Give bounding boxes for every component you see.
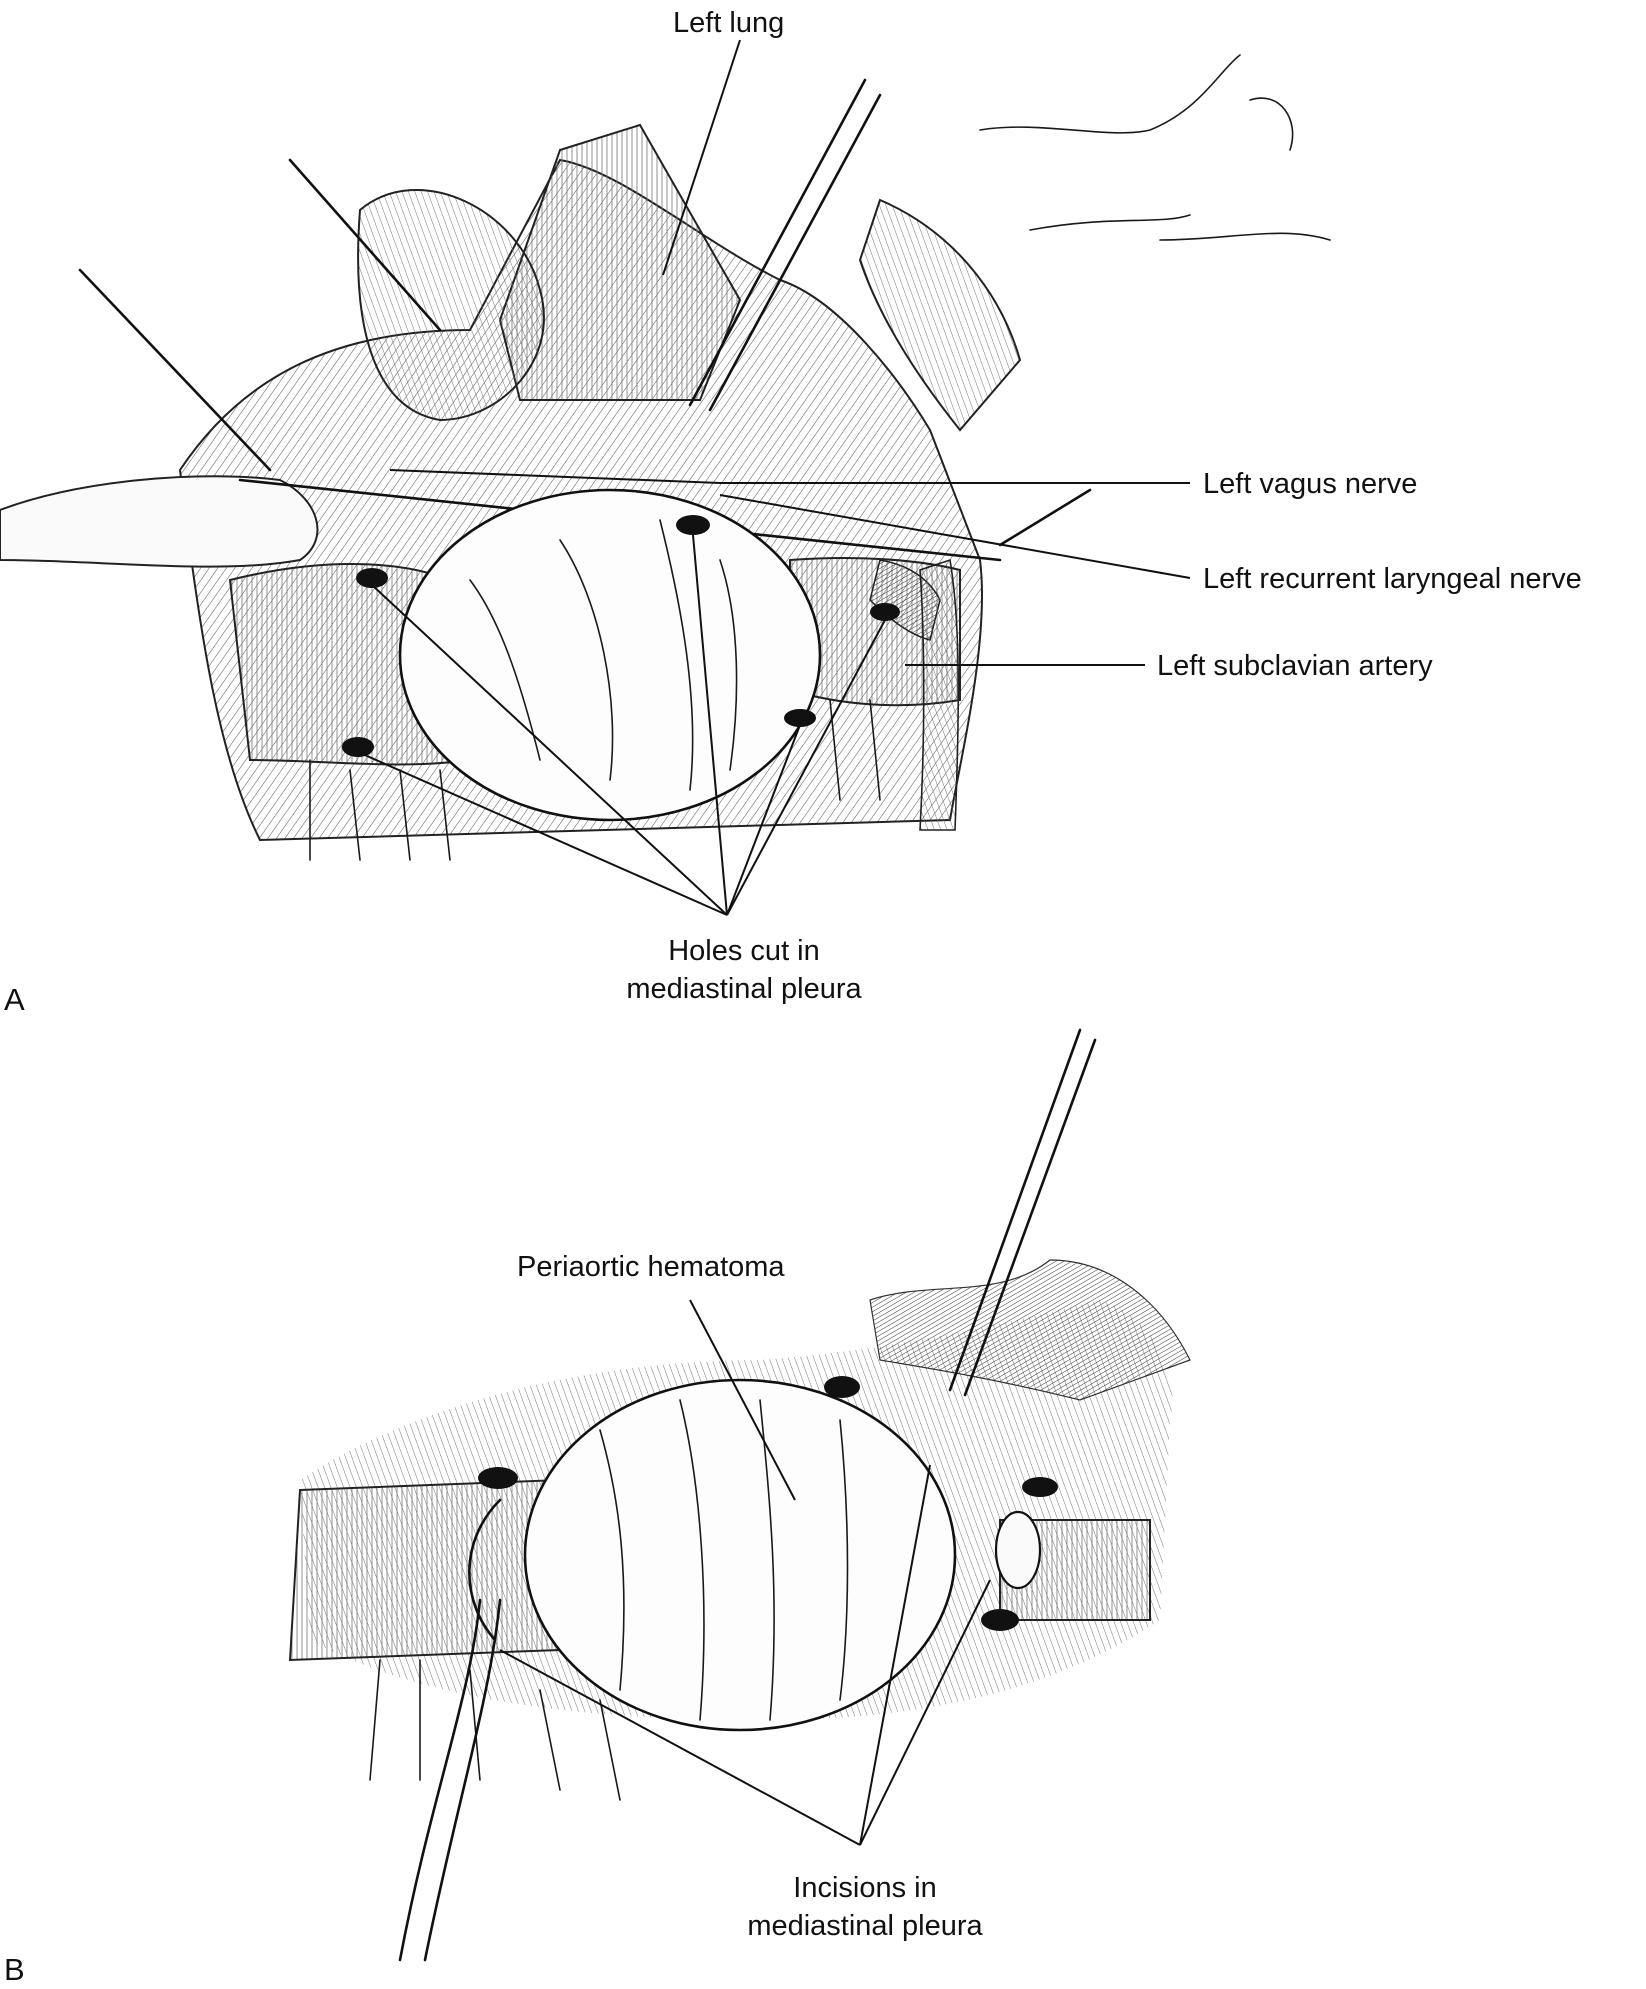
label-holes-line2: mediastinal pleura bbox=[626, 973, 862, 1005]
retracted-tissue bbox=[358, 190, 544, 420]
aortic-aneurysm bbox=[400, 490, 820, 820]
pleural-hole bbox=[676, 515, 710, 535]
label-incisions-line1: Incisions in bbox=[793, 1872, 937, 1904]
panel-a-illustration bbox=[0, 55, 1330, 860]
vessel-stump bbox=[996, 1512, 1040, 1588]
label-left-vagus-nerve: Left vagus nerve bbox=[1203, 468, 1418, 500]
panel-b-illustration bbox=[290, 1030, 1190, 1960]
label-left-lung: Left lung bbox=[673, 7, 785, 39]
right-vertical-tissue bbox=[920, 560, 958, 830]
pleural-hole bbox=[784, 709, 816, 727]
tissue-fold-left bbox=[0, 476, 317, 566]
label-left-subclavian-artery: Left subclavian artery bbox=[1157, 650, 1433, 682]
pleural-hole-b bbox=[478, 1467, 518, 1489]
label-periaortic-hematoma: Periaortic hematoma bbox=[517, 1251, 785, 1283]
pleural-hole-b bbox=[824, 1376, 860, 1398]
retractor-blade-right bbox=[1000, 490, 1090, 545]
pleural-hole bbox=[870, 603, 900, 621]
label-left-recurrent-laryngeal-nerve: Left recurrent laryngeal nerve bbox=[1203, 563, 1582, 595]
pleural-hole-b bbox=[981, 1609, 1019, 1631]
retractor-blade-left bbox=[80, 270, 270, 470]
aorta-segment-b bbox=[290, 1480, 560, 1660]
pleural-hole bbox=[342, 737, 374, 757]
label-incisions-line2: mediastinal pleura bbox=[747, 1910, 983, 1942]
left-lung-region bbox=[500, 125, 740, 400]
panel-letter-b: B bbox=[4, 1952, 25, 1987]
hand-sketch bbox=[980, 55, 1330, 240]
pleural-hole-b bbox=[1022, 1477, 1058, 1497]
panel-letter-a: A bbox=[4, 982, 25, 1017]
label-holes-line1: Holes cut in bbox=[668, 935, 820, 967]
